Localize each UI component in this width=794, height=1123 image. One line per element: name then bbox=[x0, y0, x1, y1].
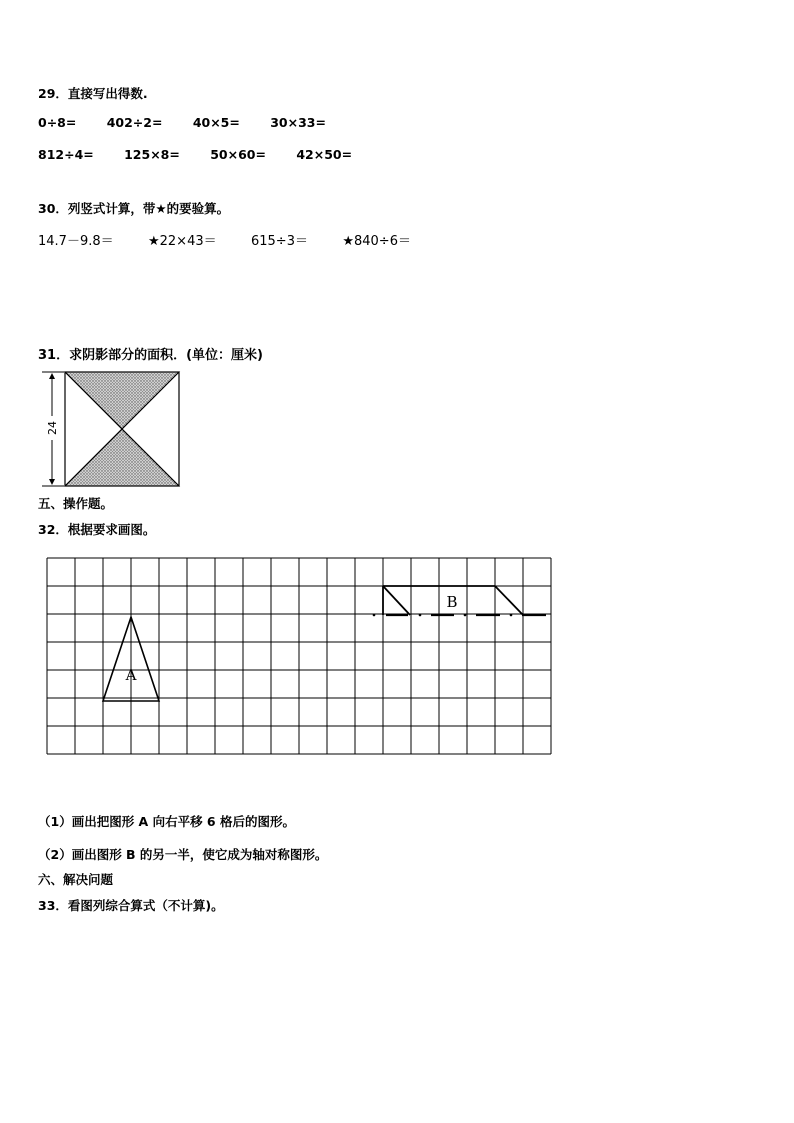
q29-item: 42×50= bbox=[296, 147, 353, 162]
q33-title: 33．看图列综合算式（不计算)。 bbox=[38, 898, 224, 913]
q30-item: ★840÷6＝ bbox=[342, 234, 411, 249]
q29-item: 812÷4= bbox=[38, 147, 94, 162]
q29-item: 0÷8= bbox=[38, 115, 77, 130]
q32-task-2: （2）画出图形 B 的另一半，使它成为轴对称图形。 bbox=[38, 847, 328, 862]
q30-equations bbox=[38, 230, 441, 249]
shaded-top-triangle bbox=[65, 372, 179, 429]
q31-figure bbox=[38, 368, 184, 490]
q30-item: ★22×43＝ bbox=[147, 234, 217, 249]
q29-item: 30×33= bbox=[270, 115, 326, 130]
section-6-heading: 六、解决问题 bbox=[38, 872, 114, 887]
q29-row-2 bbox=[38, 147, 378, 162]
q32-title: 32．根据要求画图。 bbox=[38, 522, 156, 537]
shaded-bottom-triangle bbox=[65, 429, 179, 486]
q29-item: 402÷2= bbox=[106, 115, 163, 130]
q29-row-1 bbox=[38, 115, 352, 130]
section-5-heading: 五、操作题。 bbox=[38, 496, 114, 511]
q32-grid bbox=[46, 557, 554, 761]
figure-a-label: A bbox=[125, 666, 137, 684]
q29-item: 125×8= bbox=[124, 147, 180, 162]
figure-b-label: B bbox=[446, 593, 458, 611]
dimension-label: 24 bbox=[46, 421, 59, 435]
grid-lines bbox=[47, 558, 551, 754]
q30-item: 615÷3＝ bbox=[250, 234, 308, 249]
q30-title: 30．列竖式计算，带★的要验算。 bbox=[38, 201, 230, 216]
q29-item: 50×60= bbox=[210, 147, 266, 162]
q29-title: 29．直接写出得数. bbox=[38, 86, 148, 101]
q30-item: 14.7－9.8＝ bbox=[38, 234, 114, 249]
q29-item: 40×5= bbox=[192, 115, 240, 130]
q31-title: 31．求阴影部分的面积．(单位：厘米) bbox=[38, 348, 263, 363]
q32-task-1: （1）画出把图形 A 向右平移 6 格后的图形。 bbox=[38, 814, 295, 829]
